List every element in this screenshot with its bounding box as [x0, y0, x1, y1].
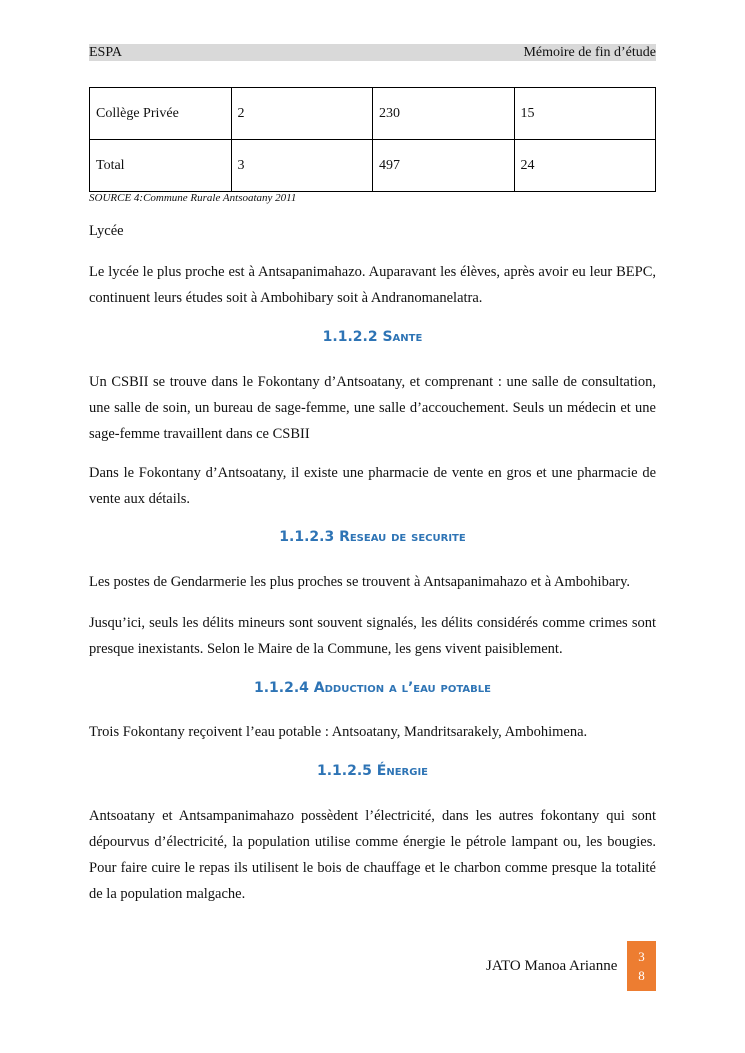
page-digit: 8 [638, 968, 645, 983]
table-cell: 15 [514, 88, 656, 140]
page-header [89, 44, 656, 61]
energie-paragraph: Antsoatany et Antsampanimahazo possèdent l’électricité, dans les autres fokontany qui sont dépourvus d’électricité, la population utilise comme énergie le pétrole lampant ou, les bougies. Pour faire cuire le repas ils utilisent le bois de chauffage et le charbon comme presque la totalité de la population malgache. [89, 808, 656, 902]
heading-title: Sante [382, 329, 423, 345]
table-cell: 497 [373, 140, 515, 192]
heading-number: 1.1.2.3 [279, 529, 335, 545]
table-cell: 230 [373, 88, 515, 140]
page-digit: 3 [638, 949, 645, 964]
heading-securite [89, 527, 656, 547]
heading-number: 1.1.2.2 [322, 329, 378, 345]
heading-sante [89, 327, 656, 347]
table-row [90, 140, 656, 192]
table-cell: Total [90, 140, 232, 192]
sante-paragraph-1: Un CSBII se trouve dans le Fokontany d’Antsoatany, et comprenant : une salle de consultation, une salle de soin, un bureau de sage-femme, une salle d’accouchement. Seuls un médecin et une sage-femme travaillent dans ce CSBII [89, 374, 656, 442]
table-row [90, 88, 656, 140]
heading-title: Énergie [376, 763, 429, 779]
heading-energie [89, 761, 656, 781]
securite-paragraph-2: Jusqu’ici, seuls les délits mineurs sont souvent signalés, les délits considérés comme crimes sont presque inexistants. Selon le Maire de la Commune, les gens vivent paisiblement. [89, 615, 656, 657]
footer-author: JATO Manoa Arianne [486, 958, 618, 974]
securite-paragraph-1: Les postes de Gendarmerie les plus proches se trouvent à Antsapanimahazo et à Ambohibary. [89, 574, 631, 590]
sante-paragraph-2: Dans le Fokontany d’Antsoatany, il existe une pharmacie de vente en gros et une pharmacie de vente aux détails. [89, 465, 656, 507]
header-left: ESPA [89, 45, 122, 60]
eau-paragraph: Trois Fokontany reçoivent l’eau potable : Antsoatany, Mandritsarakely, Ambohimena. [89, 724, 588, 740]
table-cell: Collège Privée [90, 88, 232, 140]
page-number-badge [627, 941, 656, 991]
header-right: Mémoire de fin d’étude [523, 45, 656, 60]
data-table [89, 87, 656, 192]
table-cell: 2 [231, 88, 373, 140]
table-cell: 3 [231, 140, 373, 192]
table-cell: 24 [514, 140, 656, 192]
heading-title: Adduction a l’eau potable [313, 680, 491, 696]
heading-title: Reseau de securite [339, 529, 466, 545]
table-source: SOURCE 4:Commune Rurale Antsoatany 2011 [89, 192, 297, 204]
lycee-paragraph: Le lycée le plus proche est à Antsapanimahazo. Auparavant les élèves, après avoir eu leur BEPC, continuent leurs études soit à Ambohibary soit à Andranomanelatra. [89, 264, 656, 306]
heading-number: 1.1.2.4 [254, 680, 309, 696]
heading-eau [89, 678, 656, 698]
lycee-title: Lycée [89, 223, 124, 239]
heading-number: 1.1.2.5 [316, 763, 372, 779]
